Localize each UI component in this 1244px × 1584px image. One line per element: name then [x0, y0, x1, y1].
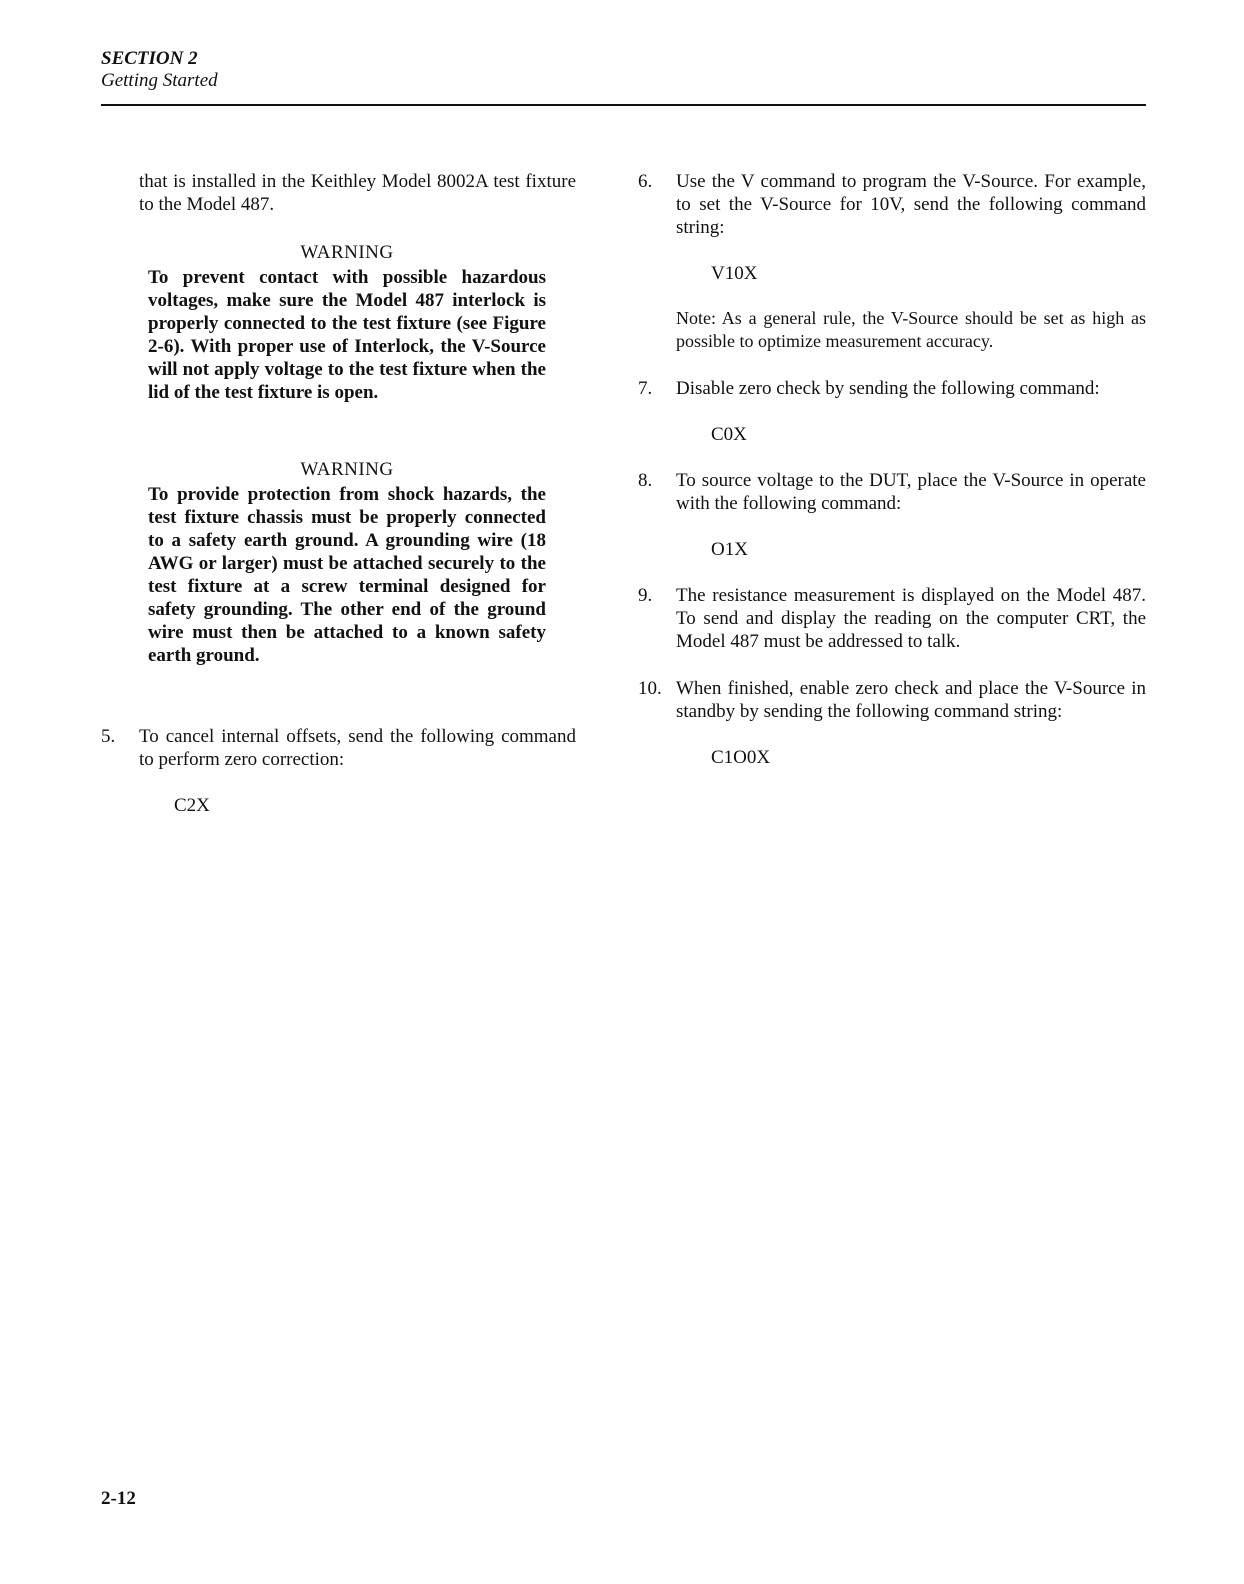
header-rule — [101, 104, 1146, 106]
step-number: 7. — [638, 378, 653, 399]
step-text: To cancel internal offsets, send the following command to perform zero correction: — [139, 726, 576, 770]
warning-box-interlock — [101, 241, 546, 404]
warning-title: WARNING — [300, 242, 394, 263]
step-number: 5. — [101, 726, 116, 747]
page-header — [101, 48, 218, 92]
step-text: Use the V command to program the V-Source. For example, to set the V-Source for 10V, send the following command string: — [676, 171, 1146, 238]
step-number: 6. — [638, 171, 653, 192]
step-9 — [638, 584, 1146, 653]
intro-paragraph: that is installed in the Keithley Model 8002A test fixture to the Model 487. — [139, 171, 576, 215]
command-string: C0X — [711, 424, 747, 445]
command-string: O1X — [711, 539, 748, 560]
command-string: C2X — [174, 795, 210, 816]
step-6 — [638, 170, 1146, 239]
warning-title: WARNING — [300, 459, 394, 480]
step-number: 10. — [638, 678, 662, 699]
section-label: SECTION 2 — [101, 48, 198, 69]
command-string: V10X — [711, 263, 758, 284]
step-text: To source voltage to the DUT, place the V-Source in operate with the following command: — [676, 470, 1146, 514]
left-column — [101, 170, 576, 817]
step-8 — [638, 469, 1146, 515]
warning-box-grounding — [101, 458, 546, 667]
command-string: C1O0X — [711, 747, 771, 768]
step-text: Disable zero check by sending the following command: — [676, 378, 1100, 399]
step-text: When finished, enable zero check and place the V-Source in standby by sending the following command string: — [676, 678, 1146, 722]
right-column — [638, 170, 1146, 769]
step-5 — [101, 725, 576, 771]
warning-text: To provide protection from shock hazards, the test fixture chassis must be properly connected to a safety earth ground. A grounding wire (18 AWG or larger) must be attached securely to the test fixture at a screw terminal designed for safety grounding. The other end of the ground wire must then be attached to a known safety earth ground. — [148, 484, 546, 666]
step-number: 9. — [638, 585, 653, 606]
step-10 — [638, 677, 1146, 723]
step-7 — [638, 377, 1146, 400]
note-text: Note: As a general rule, the V-Source should be set as high as possible to optimize measurement accuracy. — [676, 308, 1146, 351]
warning-text: To prevent contact with possible hazardous voltages, make sure the Model 487 interlock is properly connected to the test fixture (see Figure 2-6). With proper use of Interlock, the V-Source will not apply voltage to the test fixture when the lid of the test fixture is open. — [148, 267, 546, 403]
page-number: 2-12 — [101, 1488, 136, 1509]
step-number: 8. — [638, 470, 653, 491]
section-title: Getting Started — [101, 70, 218, 91]
step-text: The resistance measurement is displayed on the Model 487. To send and display the reading on the computer CRT, the Model 487 must be addressed to talk. — [676, 585, 1146, 652]
